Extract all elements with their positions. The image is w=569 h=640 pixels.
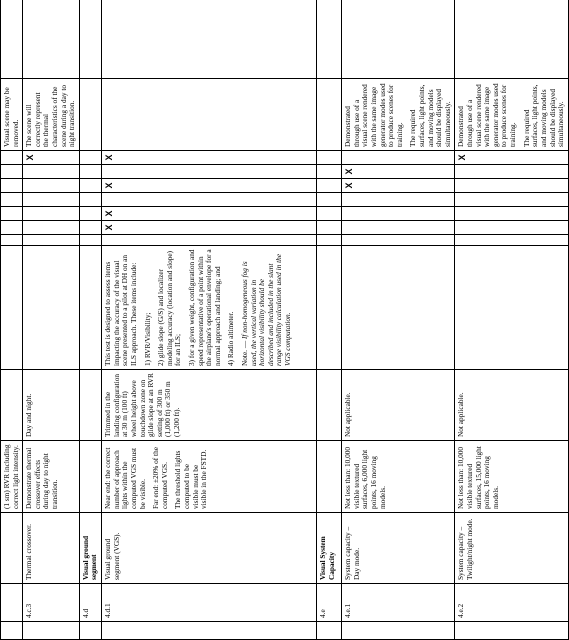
remarks-cell — [342, 79, 455, 151]
requirement-cell: Not less than: 10,000 visible textured surfaces, 6,000 light points, 16 moving models. — [342, 441, 455, 513]
table-row-4d — [79, 0, 101, 640]
row-number: 4.c.3 — [23, 584, 80, 622]
requirement-cell: Not less than: 10,000 visible textured surfaces, 15,000 light points, 16 moving models. — [455, 441, 568, 513]
row-number: 4.e.1 — [342, 584, 455, 622]
conditions-cell: Not applicable. — [455, 370, 568, 441]
level-mark: X — [455, 151, 568, 165]
requirement-para: The threshold lights computed to be visible must be visible in the FSTD. — [173, 449, 209, 509]
requirement-para: Far end: ±20% of the computed VGS. — [151, 447, 169, 509]
row-title: System capacity – Twilight/night mode. — [455, 513, 568, 584]
details-cell — [102, 246, 317, 370]
requirement-para: Near end: the correct number of approach lights within the computed VGS must be visible. — [103, 447, 147, 509]
row-title: Thermal crossover. — [23, 513, 80, 584]
details-item: 3) for a given weight, configuration and speed representative of a point within the airplane's operational envelope for a normal approach and landing; and — [186, 249, 222, 366]
details-item: 2) glide slope (G/S) and localizer modeling accuracy (location and slope) for an ILS; — [156, 250, 183, 366]
remarks-para: The required surfaces, light points, and moving models should be displayed simultaneously. — [521, 84, 566, 147]
conditions-cell: Not applicable. — [342, 370, 455, 441]
level-mark: X — [342, 165, 455, 179]
remarks-para: Demonstrated through use of a visual scene rendered with the same image generator modes used to produce scenes for training. — [343, 83, 404, 147]
row-number: 4.d — [79, 584, 101, 622]
row-number: 4.d.1 — [102, 584, 317, 622]
table-row-continuation — [1, 0, 23, 640]
section-heading: Visual ground segment — [79, 513, 101, 584]
requirement-cell: (1 sm) RVR including correct light intensity. — [1, 441, 23, 513]
details-note — [241, 249, 293, 366]
table-row-4c3 — [23, 0, 80, 640]
requirement-cell: Demonstrate thermal crossover effects during day to night transition. — [23, 441, 80, 513]
remarks-para: Demonstrated through use of a visual scene rendered with the same image generator modes used to produce scenes for training. — [456, 83, 518, 147]
row-number: 4.e — [317, 584, 342, 622]
remarks-cell: Visual scene may be removed. — [1, 79, 23, 151]
note-label: Note. — — [240, 340, 250, 366]
row-number: 4.e.2 — [455, 584, 568, 622]
level-mark: X — [102, 221, 317, 235]
level-mark: X — [102, 179, 317, 193]
level-mark: X — [342, 179, 455, 193]
conditions-cell: Trimmed in the landing configuration at 30 m (100 ft) wheel height above touchdown zone on glide slope at an RVR setting of 300 m (1,000 ft) or 350 m (1,200 ft). — [102, 370, 317, 441]
section-heading: Visual System Capacity — [317, 513, 342, 584]
requirement-cell — [102, 441, 317, 513]
tolerance-cell: Day and night. — [23, 370, 80, 441]
level-mark: X — [102, 207, 317, 221]
table-row-4d1 — [102, 0, 317, 640]
row-title: System capacity – Day mode. — [342, 513, 455, 584]
note-text: If non-homogeneous fog is used, the vertical variation in horizontal visibility should be described and included in the slant range visibility calculation used in the VGS computation. — [240, 253, 293, 366]
remarks-para: The required surfaces, light points, and moving models should be displayed simultaneously. — [408, 84, 452, 147]
table-row-4e — [317, 0, 342, 640]
details-item: 1) RVR/Visibility; — [142, 312, 152, 366]
table-row-4e1 — [342, 0, 455, 640]
table-row-4e2 — [455, 0, 568, 640]
remarks-cell — [455, 79, 568, 151]
details-item: 4) Radio altimeter. — [226, 311, 236, 366]
level-mark: X — [23, 151, 80, 165]
level-mark: X — [102, 151, 317, 165]
row-title: Visual ground segment (VGS). — [102, 513, 317, 584]
details-intro: This test is designed to assess items impacting the accuracy of the visual scene presented to a pilot at DH on an ILS approach. These items include: — [103, 254, 138, 366]
remarks-cell: The scene will correctly represent the thermal characteristics of the scene during a day to night transition. — [23, 79, 80, 151]
